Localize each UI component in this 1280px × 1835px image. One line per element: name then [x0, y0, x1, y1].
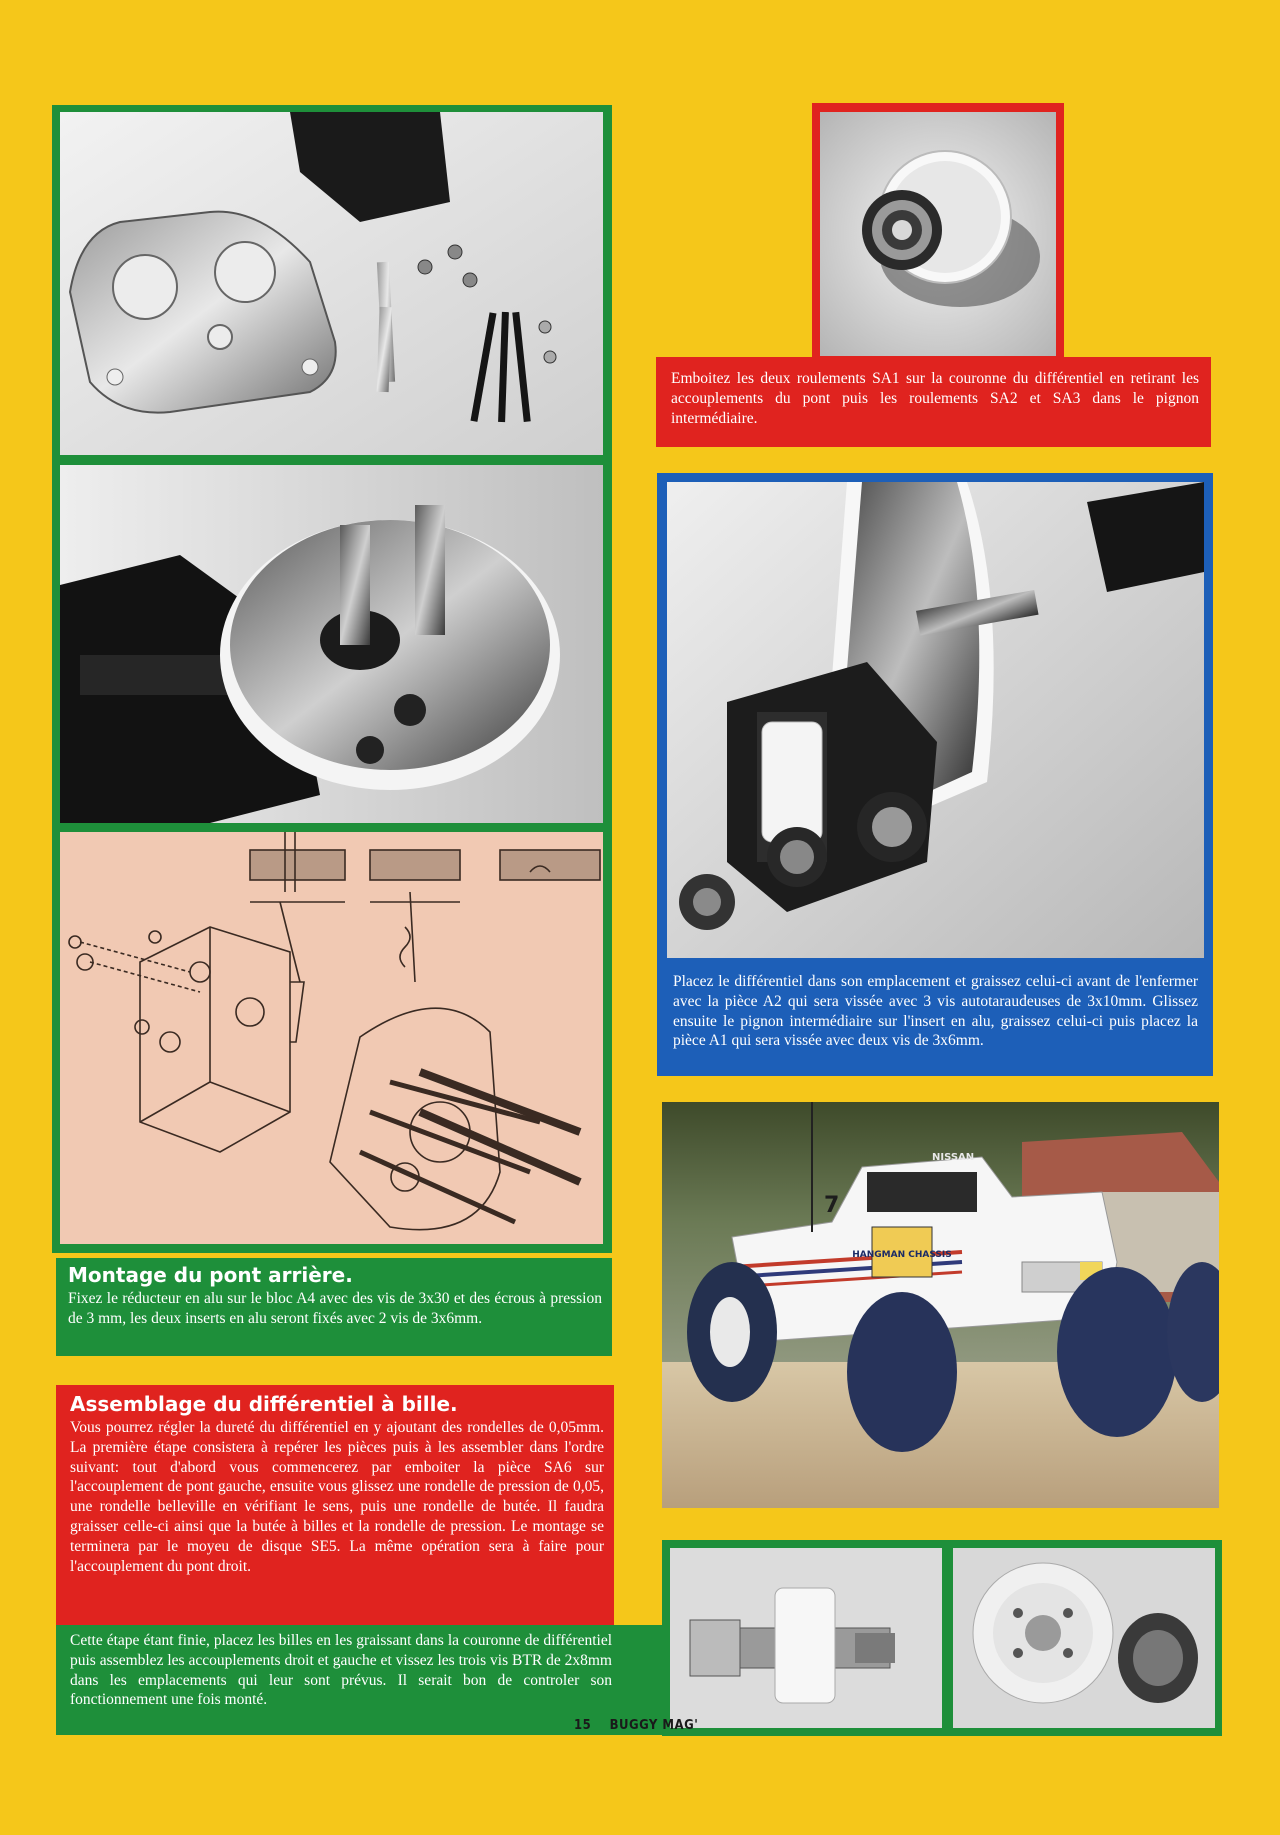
photo-diff-gear-parts: [953, 1548, 1215, 1728]
rear-axle-caption: [56, 1258, 612, 1356]
ball-diff-title: Assemblage du différentiel à bille.: [70, 1392, 458, 1416]
bearing-caption: [656, 357, 1211, 447]
exploded-drawing: [60, 832, 603, 1244]
page-folio: [574, 1718, 698, 1733]
photo-gearbox-assembled: [60, 465, 603, 823]
ball-diff-caption: [56, 1385, 614, 1625]
page-number: 15: [574, 1718, 592, 1733]
photo-bearing-gear: [820, 112, 1056, 356]
photo-truck: [662, 1102, 1219, 1508]
diff-place-text: Placez le différentiel dans son emplacement et graissez celui-ci avant de l'enfermer avec la pièce A2 qui sera vissée avec 3 vis autotaraudeuses de 3x10mm. Glissez ensuite le pignon intermédiaire sur l'insert en alu, graissez celui-ci puis placez la pièce A1 qui sera vissée avec deux vis de 3x6mm.: [673, 973, 1198, 1050]
photo-diff-coupling: [670, 1548, 942, 1728]
ball-diff-text: Vous pourrez régler la dureté du différentiel en y ajoutant des rondelles de 0,05mm. La première étape consistera à repérer les pièces puis à les assembler dans l'ordre suivant: tout d'abord vous commencerez par emboiter la pièce SA6 sur l'accouplement de pont gauche, ensuite vous glissez une rondelle de pression de 0,05, une rondelle belleville en vérifiant le sens, puis une rondelle de butée. Il faudra graisser celle-ci ainsi que la butée à billes et la rondelle de pression. Le montage se terminera par le moyeu de disque SE5. La même opération sera à faire pour l'accouplement du pont droit.: [70, 1419, 604, 1575]
photo-differential-in-housing: [667, 482, 1204, 958]
rear-axle-title: Montage du pont arrière.: [68, 1263, 353, 1287]
magazine-name: BUGGY MAG': [609, 1718, 699, 1733]
photo-gearbox-parts: [60, 112, 603, 455]
rear-axle-text: Fixez le réducteur en alu sur le bloc A4 avec des vis de 3x30 et des écrous à pression de 3 mm, les deux inserts en alu seront fixés avec 2 vis de 3x6mm.: [68, 1290, 602, 1327]
truck-door-text: HANGMAN CHASSIS: [852, 1250, 952, 1260]
truck-number: 7: [824, 1193, 840, 1218]
truck-brand: NISSAN: [932, 1152, 975, 1163]
final-step-text: Cette étape étant finie, placez les billes en les graissant dans la couronne de différentiel puis assemblez les accouplements droit et gauche et vissez les trois vis BTR de 2x8mm dans les emplacements qui leur sont prévus. Il serait bon de controler son fonctionnement une fois monté.: [70, 1632, 612, 1709]
diff-place-caption: [667, 968, 1204, 1068]
bearing-text: Emboitez les deux roulements SA1 sur la couronne du différentiel en retirant les accouplements du pont puis les roulements SA2 et SA3 dans le pignon intermédiaire.: [671, 370, 1199, 427]
